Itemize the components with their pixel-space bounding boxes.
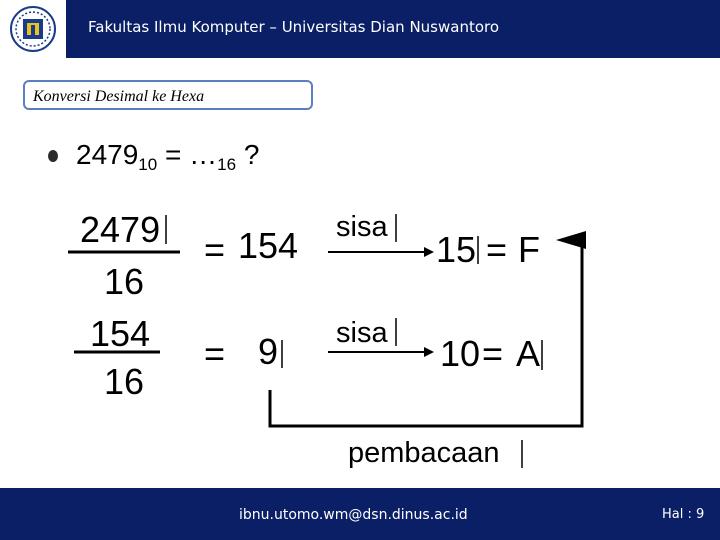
row1-hex: F	[518, 229, 540, 270]
row1-sisa-label: sisa	[336, 211, 388, 243]
division-figure	[60, 200, 600, 475]
row1-dividend: 2479	[80, 209, 161, 250]
row2-remainder: 10	[440, 333, 481, 374]
footer-page-number: Hal : 9	[662, 507, 705, 522]
bullet-base-to: 16	[217, 155, 237, 174]
bullet-dot	[48, 150, 58, 162]
bullet-number: 2479	[76, 139, 139, 170]
row2-quotient: 9	[258, 331, 279, 372]
footer-email: ibnu.utomo.wm@dsn.dinus.ac.id	[239, 507, 468, 523]
row2-sisa-label: sisa	[336, 317, 388, 349]
section-title-box	[23, 80, 313, 110]
row1-divisor: 16	[104, 261, 145, 302]
reading-label: pembacaan	[348, 437, 500, 469]
header-bar	[0, 0, 720, 58]
section-title: Konversi Desimal ke Hexa	[33, 88, 205, 105]
bullet-equals: = …	[157, 139, 218, 170]
row2-equals-2: =	[482, 333, 504, 374]
row1-remainder: 15	[436, 229, 477, 270]
header-title: Fakultas Ilmu Komputer – Universitas Dian Nuswantoro	[88, 18, 500, 36]
bullet-question: ?	[236, 139, 260, 170]
bullet-base-from: 10	[138, 155, 158, 174]
university-logo-icon	[0, 0, 66, 58]
row1-equals: =	[204, 229, 226, 270]
logo	[0, 0, 66, 58]
reading-arrowhead	[556, 231, 586, 249]
row2-equals: =	[204, 333, 226, 374]
bullet-statement	[76, 139, 259, 175]
row1-quotient: 154	[238, 225, 299, 266]
row2-divisor: 16	[104, 361, 145, 402]
row2-hex: A	[516, 333, 541, 374]
row2-dividend: 154	[90, 313, 151, 354]
row1-equals-2: =	[486, 229, 508, 270]
